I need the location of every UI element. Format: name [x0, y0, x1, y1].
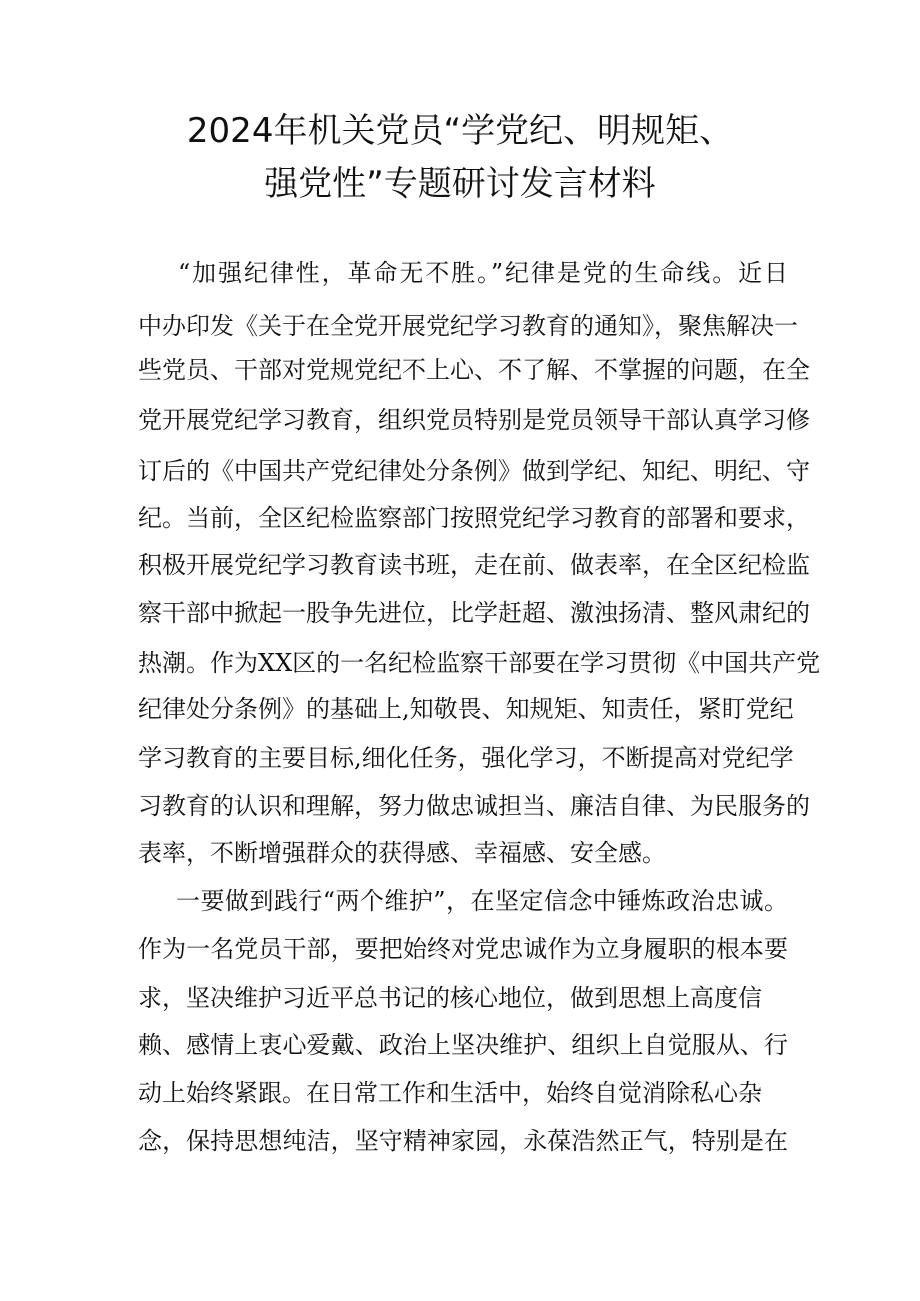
paragraph-1-line-13: 表率，不断增强群众的获得感、幸福感、安全感。 — [138, 839, 666, 867]
paragraph-1-line-7: 积极开展党纪学习教育读书班，走在前、做表率，在全区纪检监 — [138, 551, 810, 579]
paragraph-1-line-6: 纪。当前，全区纪检监察部门按照党纪学习教育的部署和要求， — [138, 504, 810, 532]
document-title-line-2: 强党性”专题研讨发言材料 — [264, 164, 656, 204]
paragraph-1-line-12: 习教育的认识和理解，努力做忠诚担当、廉洁自律、为民服务的 — [138, 792, 810, 820]
paragraph-1-line-5: 订后的《中国共产党纪律处分条例》做到学纪、知纪、明纪、守 — [138, 457, 810, 485]
paragraph-2-line-2: 作为一名党员干部，要把始终对党忠诚作为立身履职的根本要 — [138, 935, 788, 963]
paragraph-2-line-6: 念，保持思想纯洁，坚守精神家园，永葆浩然正气，特别是在 — [138, 1127, 788, 1155]
paragraph-1-line-11: 学习教育的主要目标,细化任务，强化学习，不断提高对党纪学 — [138, 744, 794, 772]
paragraph-1-line-4: 党开展党纪学习教育，组织党员特别是党员领导干部认真学习修 — [138, 406, 810, 434]
paragraph-2-line-4: 赖、感情上衷心爱戴、政治上坚决维护、组织上自觉服从、行 — [138, 1031, 788, 1059]
paragraph-2-line-1: 一要做到践行“两个维护”，在坚定信念中锤炼政治忠诚。 — [176, 887, 788, 915]
paragraph-1-line-9: 热潮。作为XX区的一名纪检监察干部要在学习贯彻《中国共产党 — [138, 649, 821, 677]
paragraph-2-line-5: 动上始终紧跟。在日常工作和生活中，始终自觉消除私心杂 — [138, 1079, 762, 1107]
paragraph-2-line-3: 求，坚决维护习近平总书记的核心地位，做到思想上高度信 — [138, 984, 762, 1012]
paragraph-1-line-3: 些党员、干部对党规党纪不上心、不了解、不掌握的问题，在全 — [138, 356, 810, 384]
paragraph-1-line-10: 纪律处分条例》的基础上,知敬畏、知规矩、知责任，紧盯党纪 — [138, 695, 794, 723]
paragraph-1-line-2: 中办印发《关于在全党开展党纪学习教育的通知》，聚焦解决一 — [138, 312, 798, 340]
document-title-line-1: 2024年机关党员“学党纪、明规矩、 — [186, 111, 734, 151]
paragraph-1-line-1: “加强纪律性，革命无不胜。”纪律是党的生命线。近日 — [178, 259, 788, 287]
paragraph-1-line-8: 察干部中掀起一股争先进位，比学赶超、激浊扬清、整风肃纪的 — [138, 599, 810, 627]
